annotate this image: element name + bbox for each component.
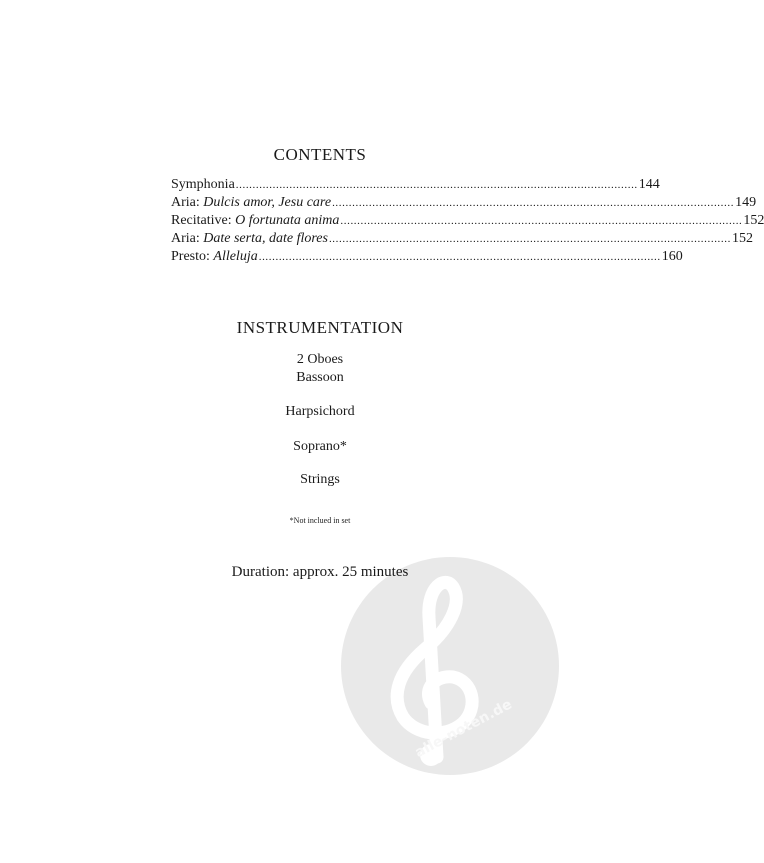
toc-entry-prefix: Presto:	[171, 249, 214, 264]
toc-entry	[171, 248, 683, 266]
instrument-oboes: 2 Oboes	[296, 352, 344, 367]
toc-leader-dots: ........................................................................................................................	[235, 179, 638, 191]
toc-entry-prefix: Symphonia	[171, 177, 235, 192]
toc-leader-dots: ........................................................................................................................	[258, 251, 661, 263]
toc-entry-work-title: Alleluja	[213, 249, 258, 264]
toc-entry	[171, 230, 753, 248]
toc-entry-title	[171, 230, 328, 247]
table-of-contents	[171, 176, 764, 266]
instrument-strings: Strings	[300, 472, 340, 487]
contents-heading: CONTENTS	[273, 145, 367, 164]
toc-entry-work-title: Dulcis amor, Jesu care	[203, 195, 332, 210]
toc-entry	[171, 212, 764, 230]
instrument-bassoon: Bassoon	[296, 370, 344, 385]
toc-page-number: 160	[661, 249, 683, 264]
footnote: *Not inclued in set	[289, 516, 351, 525]
toc-entry-prefix: Recitative:	[171, 213, 236, 228]
toc-entry-prefix: Aria:	[171, 231, 204, 246]
toc-entry-work-title: O fortunata anima	[235, 213, 340, 228]
duration-text: Duration: approx. 25 minutes	[231, 564, 409, 580]
toc-entry-work-title: Date serta, date flores	[203, 231, 328, 246]
instrument-harpsichord: Harpsichord	[285, 404, 355, 419]
toc-entry-prefix: Aria:	[171, 195, 204, 210]
toc-entry-title	[171, 248, 258, 265]
toc-leader-dots: ........................................................................................................................	[340, 215, 743, 227]
toc-entry-title	[171, 176, 235, 193]
toc-page-number: 149	[735, 195, 757, 210]
watermark-text: alle-noten.de	[412, 696, 515, 761]
toc-page-number: 152	[731, 231, 753, 246]
toc-page-number: 152	[743, 213, 764, 228]
toc-entry	[171, 176, 660, 194]
instrumentation-heading: INSTRUMENTATION	[236, 318, 404, 337]
toc-entry	[171, 194, 757, 212]
toc-page-number: 144	[638, 177, 660, 192]
toc-leader-dots: ........................................................................................................................	[332, 197, 735, 209]
toc-entry-title	[171, 212, 339, 229]
toc-leader-dots: ........................................................................................................................	[328, 233, 731, 245]
toc-entry-title	[171, 194, 331, 211]
instrument-soprano: Soprano*	[293, 439, 347, 454]
